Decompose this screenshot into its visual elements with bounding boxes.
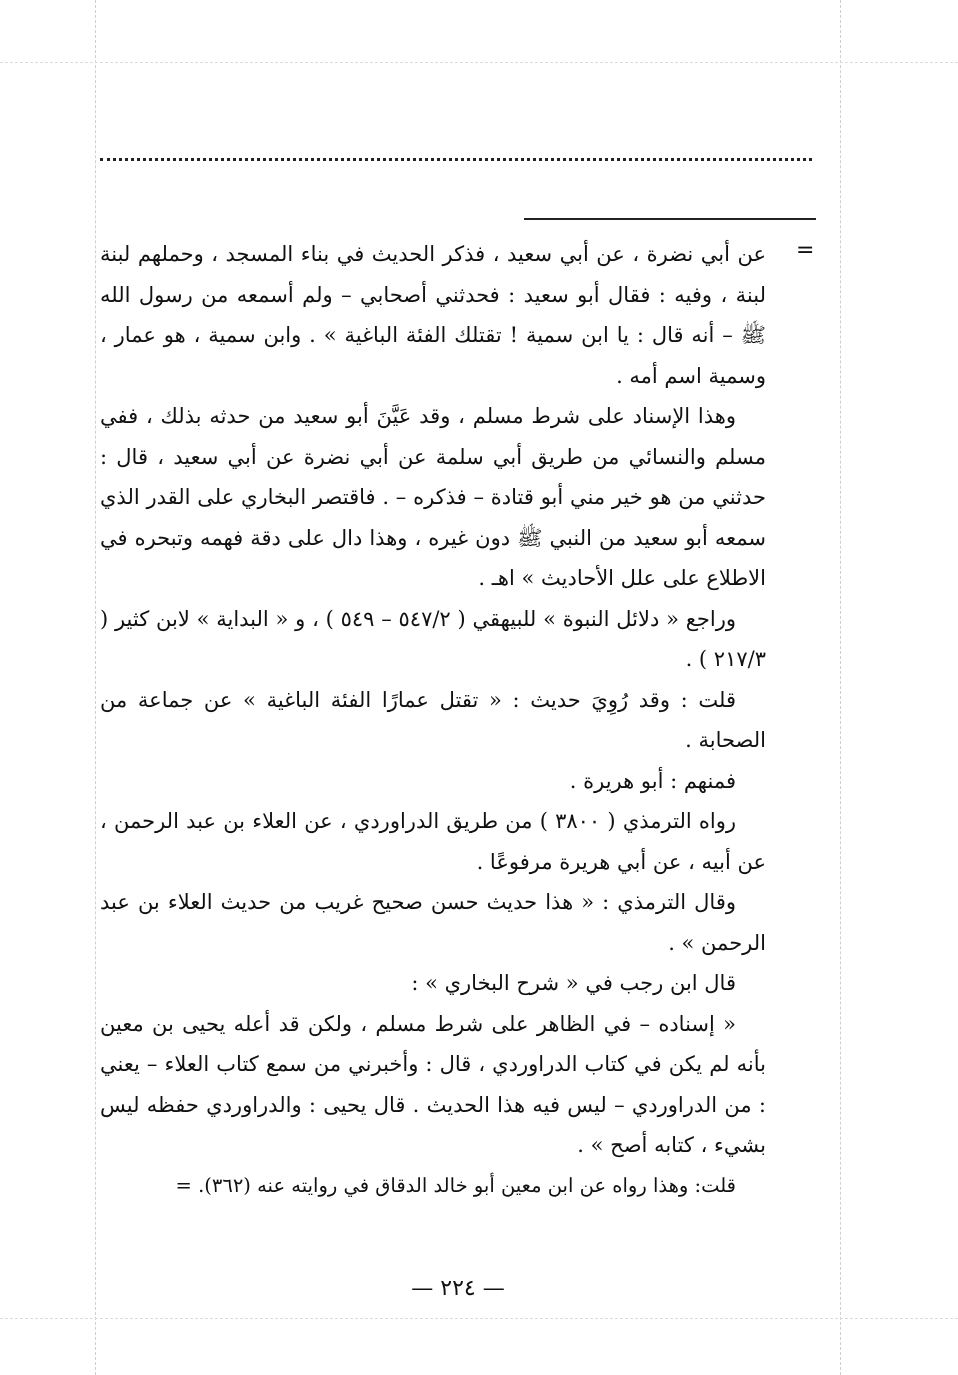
- footnote-paragraph: وهذا الإسناد على شرط مسلم ، وقد عَيَّنَ أبو سعيد من حدثه بذلك ، ففي مسلم والنسائي من طريق أبي سلمة عن أبي نضرة عن أبي سعيد ، قال : حدثني من هو خير مني أبو قتادة – فذكره – . فاقتصر البخاري على القدر الذي سمعه أبو سعيد من النبي ﷺ دون غيره ، وهذا دال على دقة فهمه وتبحره في الاطلاع على علل الأحاديث » اهـ .: [100, 404, 766, 590]
- footnote-paragraph: « إسناده – في الظاهر على شرط مسلم ، ولكن قد أعله يحيى بن معين بأنه لم يكن في كتاب الدراوردي ، قال : وأخبرني من سمع كتاب العلاء – يعني : من الدراوردي – ليس فيه هذا الحديث . قال يحيى : والدراوردي حفظه ليس بشيء ، كتابه أصح » .: [100, 1011, 766, 1157]
- main-text-dotted-separator: [100, 158, 812, 161]
- footnote-paragraph: قال ابن رجب في « شرح البخاري » :: [411, 971, 736, 995]
- page-number: — ٢٢٤ —: [411, 1276, 505, 1301]
- scan-guide-top: [0, 62, 958, 63]
- scan-guide-left: [95, 0, 96, 1375]
- scan-guide-right: [840, 0, 841, 1375]
- footnote-separator-rule: [524, 218, 816, 220]
- footnote-paragraph: وقال الترمذي : « هذا حديث حسن صحيح غريب من حديث العلاء بن عبد الرحمن » .: [100, 890, 766, 955]
- footnote-body: [100, 234, 766, 1206]
- footnote-paragraph: عن أبي نضرة ، عن أبي سعيد ، فذكر الحديث في بناء المسجد ، وحملهم لبنة لبنة ، وفيه : فقال أبو سعيد : فحدثني أصحابي – ولم أسمعه من رسول الله ﷺ – أنه قال : يا ابن سمية ! تقتلك الفئة الباغية » . وابن سمية ، هو عمار ، وسمية اسم أمه .: [100, 242, 766, 388]
- footnote-paragraph: فمنهم : أبو هريرة .: [569, 768, 736, 793]
- footnote-continuation-mark: =: [796, 238, 815, 263]
- footnote-paragraph: وراجع « دلائل النبوة » للبيهقي ( ٥٤٧/٢ – ٥٤٩ ) ، و « البداية » لابن كثير ( ٢١٧/٣ ) .: [100, 606, 766, 671]
- scan-guide-bottom: [0, 1318, 958, 1319]
- footnote-paragraph-last: قلت: وهذا رواه عن ابن معين أبو خالد الدقاق في روايته عنه (٣٦٢). =: [175, 1173, 736, 1197]
- footnote-paragraph: قلت : وقد رُوِيَ حديث : « تقتل عمارًا الفئة الباغية » عن جماعة من الصحابة .: [100, 687, 766, 752]
- footnote-paragraph: رواه الترمذي ( ٣٨٠٠ ) من طريق الدراوردي ، عن العلاء بن عبد الرحمن ، عن أبيه ، عن أبي هريرة مرفوعًا .: [100, 809, 766, 874]
